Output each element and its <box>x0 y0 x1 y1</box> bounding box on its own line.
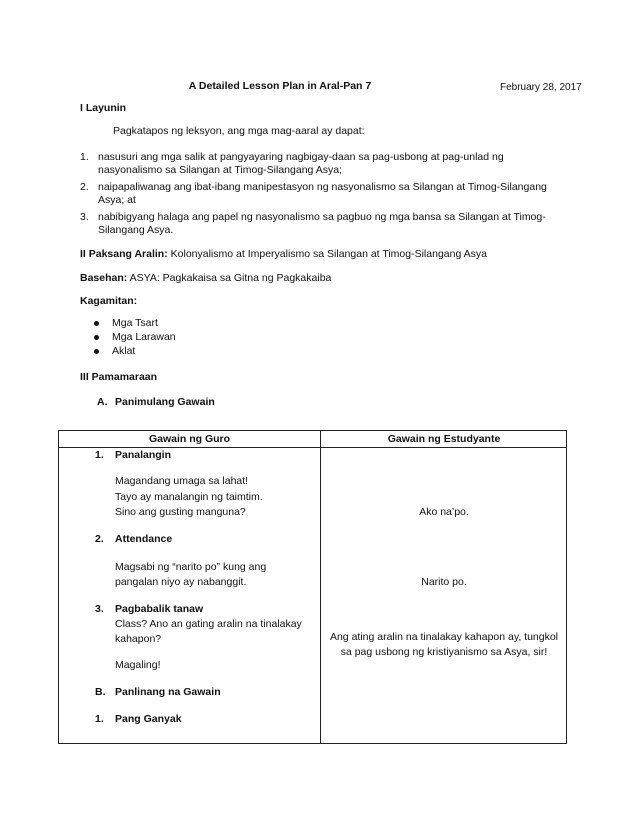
student-response: Ang ating aralin na tinalakay kahapon ay, tungkol <box>329 631 559 643</box>
item-label-panalangin: Panalangin <box>115 449 172 461</box>
item-number: 1. <box>95 449 104 461</box>
teacher-line: Class? Ano an gating aralin na tinalakay <box>115 618 302 630</box>
item-label-attendance: Attendance <box>115 533 173 545</box>
paksa-value: Kolonyalismo at Imperyalismo sa Silangan at Timog-Silangang Asya <box>170 248 487 260</box>
pamamaraan-heading: III Pamamaraan <box>80 371 158 383</box>
basehan-value: ASYA: Pagkakaisa sa Gitna ng Pagkakaiba <box>129 272 332 284</box>
objective-line: nasusuri ang mga salik at pangyayaring nagbigay-daan sa pag-usbong at pag-unlad ng <box>98 151 504 163</box>
objective-line: Silangang Asya. <box>98 224 174 236</box>
basehan-line <box>80 272 331 284</box>
student-response: Ako na’po. <box>419 506 469 518</box>
objective-item <box>80 211 570 237</box>
activity-table <box>58 430 567 744</box>
objective-line: naipapaliwanag ang ibat-ibang manipestasyon ng nasyonalismo sa Silangan at Timog-Silangang <box>98 181 547 193</box>
teacher-line: Tayo ay manalangin ng taimtim. <box>115 491 263 503</box>
objectives-list <box>80 151 570 241</box>
objective-item <box>80 151 570 177</box>
sub-heading: Panimulang Gawain <box>115 396 215 408</box>
objective-item <box>80 181 570 207</box>
layunin-heading: I Layunin <box>80 102 127 114</box>
list-item: Mga Larawan <box>92 330 176 344</box>
teacher-line: Sino ang gusting manguna? <box>115 506 246 518</box>
sub-letter: A. <box>97 396 108 408</box>
objective-line: nasyonalismo sa Silangan at Timog-Silangang Asya; <box>98 164 342 176</box>
table-header-guro: Gawain ng Guro <box>148 433 231 445</box>
item-label-pagbabalik-tanaw: Pagbabalik tanaw <box>115 603 204 615</box>
item-number: 2. <box>95 533 104 545</box>
teacher-line: Magsabi ng “narito po” kung ang <box>115 561 267 573</box>
table-header-divider <box>59 447 566 448</box>
basehan-label: Basehan: <box>80 272 128 284</box>
list-item: Aklat <box>92 344 176 358</box>
item-label-panlinang: Panlinang na Gawain <box>115 686 221 698</box>
item-number: 1. <box>95 713 104 725</box>
item-number: 3. <box>95 603 104 615</box>
objective-line: Asya; at <box>98 194 136 206</box>
objective-number: 2. <box>80 181 89 193</box>
objective-line: nabibigyang halaga ang papel ng nasyonalismo sa pagbuo ng mga bansa sa Silangan at Timog- <box>98 211 546 223</box>
teacher-line: Magaling! <box>115 659 161 671</box>
teacher-line: kahapon? <box>115 633 162 645</box>
layunin-intro: Pagkatapos ng leksyon, ang mga mag-aaral ay dapat: <box>113 125 365 137</box>
objective-number: 1. <box>80 151 89 163</box>
kagamitan-list <box>92 316 176 358</box>
list-item: Mga Tsart <box>92 316 176 330</box>
table-header-estudyante: Gawain ng Estudyante <box>387 433 501 445</box>
student-response: Narito po. <box>421 576 467 588</box>
document-title: A Detailed Lesson Plan in Aral-Pan 7 <box>188 80 372 92</box>
kagamitan-heading: Kagamitan: <box>80 295 138 307</box>
document-date: February 28, 2017 <box>500 82 582 93</box>
teacher-line: Magandang umaga sa lahat! <box>115 475 249 487</box>
objective-number: 3. <box>80 211 89 223</box>
paksa-line <box>80 248 487 260</box>
student-response: sa pag usbong ng kristiyanismo sa Asya, sir! <box>340 646 548 658</box>
item-label-pang-ganyak: Pang Ganyak <box>115 713 182 725</box>
item-number: B. <box>95 686 106 698</box>
teacher-line: pangalan niyo ay nabanggit. <box>115 576 247 588</box>
paksa-label: II Paksang Aralin: <box>80 248 168 260</box>
